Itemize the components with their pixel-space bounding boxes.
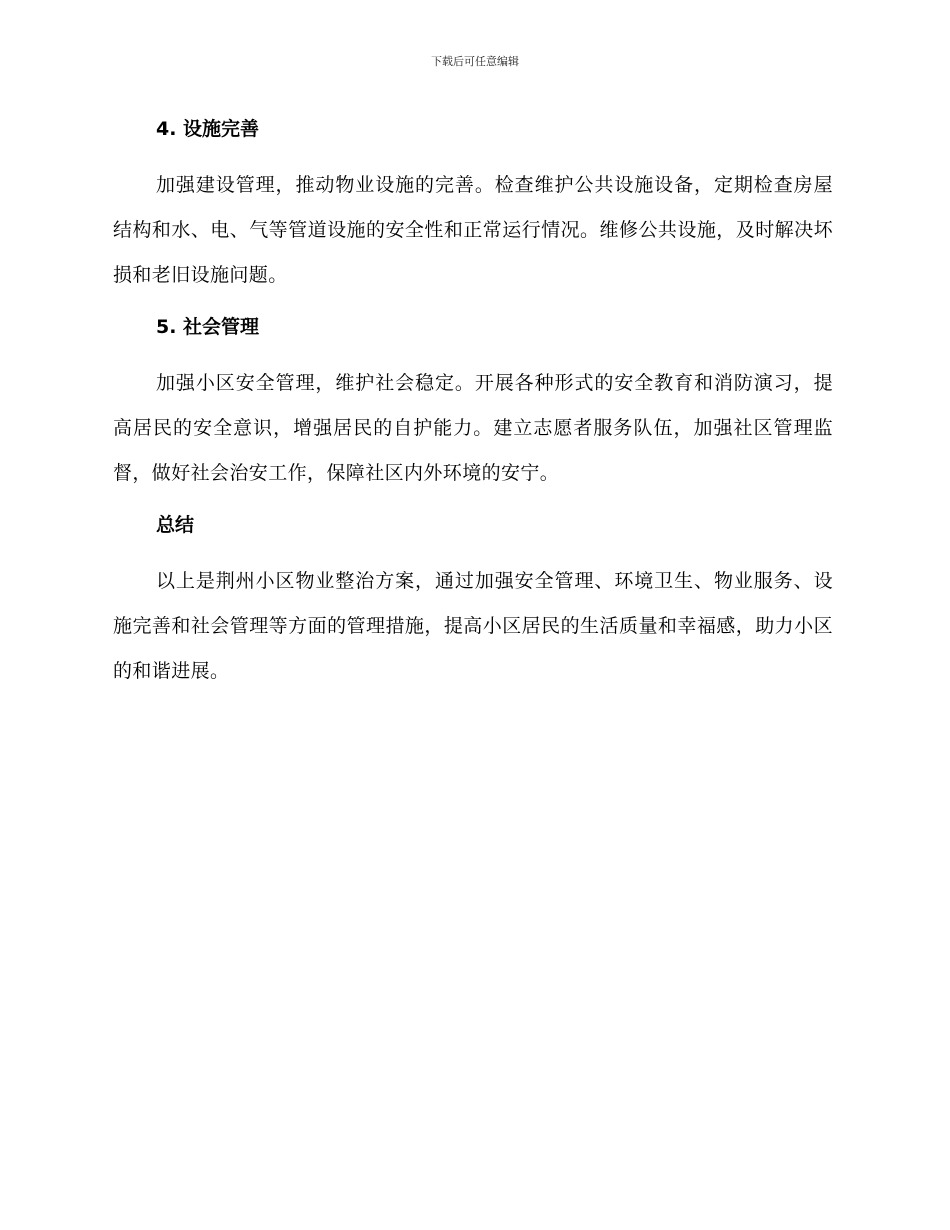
page-header: 下载后可任意编辑 bbox=[431, 55, 519, 68]
section-heading-facilities: 4. 设施完善 bbox=[156, 118, 260, 140]
section-heading-summary: 总结 bbox=[156, 514, 195, 536]
section-paragraph-facilities: 加强建设管理，推动物业设施的完善。检查维护公共设施设备，定期检查房屋结构和水、电、气等管道设施的安全性和正常运行情况。维修公共设施，及时解决坏损和老旧设施问题。 bbox=[113, 174, 833, 286]
section-paragraph-social-management: 加强小区安全管理，维护社会稳定。开展各种形式的安全教育和消防演习，提高居民的安全意识，增强居民的自护能力。建立志愿者服务队伍，加强社区管理监督，做好社会治安工作，保障社区内外环境的安宁。 bbox=[113, 372, 833, 484]
section-heading-social-management: 5. 社会管理 bbox=[156, 316, 260, 338]
document-body bbox=[113, 110, 833, 694]
section-paragraph-summary: 以上是荆州小区物业整治方案，通过加强安全管理、环境卫生、物业服务、设施完善和社会管理等方面的管理措施，提高小区居民的生活质量和幸福感，助力小区的和谐进展。 bbox=[113, 570, 833, 682]
